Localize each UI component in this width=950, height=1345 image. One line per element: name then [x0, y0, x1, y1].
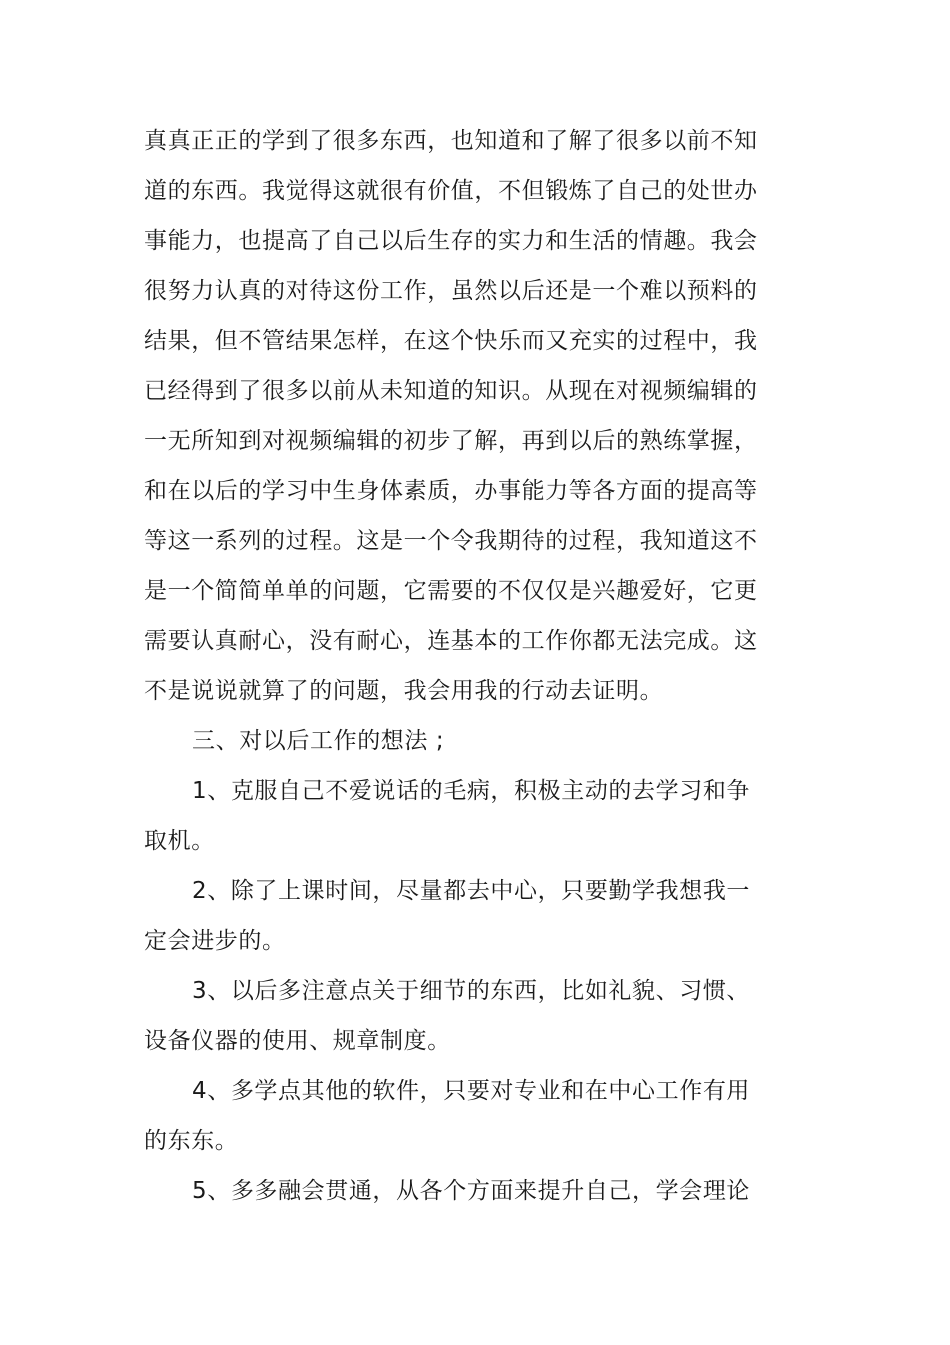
section-heading: 三、对以后工作的想法 ; — [192, 728, 445, 754]
text-line: 事能力，也提高了自己以后生存的实力和生活的情趣。我会 — [144, 228, 758, 254]
list-item-4-continued: 的东东。 — [144, 1128, 239, 1154]
list-item-2-continued: 定会进步的。 — [144, 928, 286, 954]
text-line: 不是说说就算了的问题，我会用我的行动去证明。 — [144, 678, 664, 704]
list-item-2: 2、除了上课时间，尽量都去中心，只要勤学我想我一 — [192, 878, 751, 904]
text-line: 需要认真耐心，没有耐心，连基本的工作你都无法完成。这 — [144, 628, 758, 654]
text-line: 很努力认真的对待这份工作，虽然以后还是一个难以预料的 — [144, 278, 758, 304]
text-line: 已经得到了很多以前从未知道的知识。从现在对视频编辑的 — [144, 378, 758, 404]
list-item-5: 5、多多融会贯通，从各个方面来提升自己，学会理论 — [192, 1178, 751, 1204]
body-text — [144, 116, 758, 1216]
text-line: 道的东西。我觉得这就很有价值，不但锻炼了自己的处世办 — [144, 178, 758, 204]
text-line: 等这一系列的过程。这是一个令我期待的过程，我知道这不 — [144, 528, 758, 554]
text-line: 一无所知到对视频编辑的初步了解，再到以后的熟练掌握， — [144, 428, 758, 454]
list-item-3-continued: 设备仪器的使用、规章制度。 — [144, 1028, 451, 1054]
text-line: 真真正正的学到了很多东西，也知道和了解了很多以前不知 — [144, 128, 758, 154]
text-line: 和在以后的学习中生身体素质，办事能力等各方面的提高等 — [144, 478, 758, 504]
list-item-1: 1、克服自己不爱说话的毛病，积极主动的去学习和争 — [192, 778, 751, 804]
list-item-3: 3、以后多注意点关于细节的东西，比如礼貌、习惯、 — [192, 978, 751, 1004]
text-line: 是一个简简单单的问题，它需要的不仅仅是兴趣爱好，它更 — [144, 578, 758, 604]
list-item-1-continued: 取机。 — [144, 828, 215, 854]
text-line: 结果，但不管结果怎样，在这个快乐而又充实的过程中，我 — [144, 328, 758, 354]
list-item-4: 4、多学点其他的软件，只要对专业和在中心工作有用 — [192, 1078, 751, 1104]
